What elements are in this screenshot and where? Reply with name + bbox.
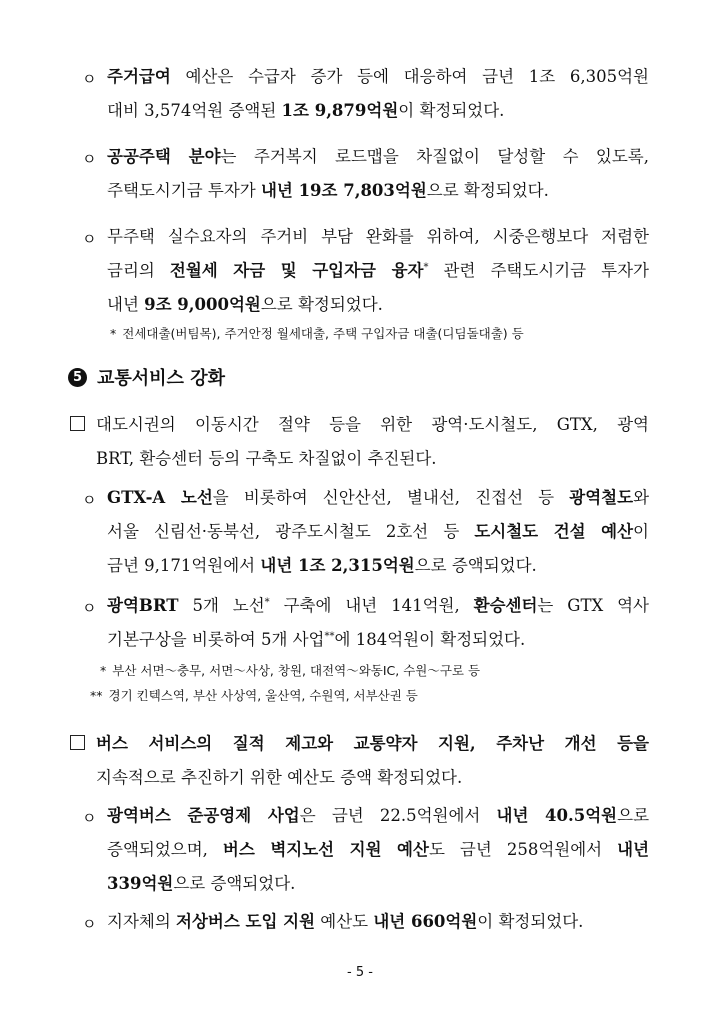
bullet-marker: ㅇ [82,809,97,827]
bold-text: 버스 벽지노선 지원 예산 [222,840,429,859]
text-run: 기본구상을 비롯하여 5개 사업 [107,630,325,649]
footnote-mark: ** [90,688,103,703]
footnote-text: 부산 서면～충무, 서면～사상, 창원, 대전역～와동IC, 수원～구로 등 [112,663,481,678]
text-run: 내년 [107,295,145,314]
text-run: 5개 노선 [178,596,265,615]
text-line [107,833,649,867]
text-run: 지속적으로 추진하기 위한 예산도 증액 확정되었다. [96,768,463,787]
bold-text: 광역BRT [107,596,179,615]
footnote-text: 전세대출(버팀목), 주거안정 월세대출, 주택 구입자금 대출(디딤돌대출) 등 [122,326,524,341]
text-run: 이 확정되었다. [477,912,584,931]
text-line [107,60,649,94]
footnote-text: 경기 킨텍스역, 부산 사상역, 울산역, 수원역, 서부산권 등 [108,688,418,703]
bold-text: 주거급여 [107,67,171,86]
text-line [107,867,649,901]
bold-text: 광역버스 준공영제 사업 [107,806,300,825]
text-line [96,408,649,442]
section-box-marker [70,416,85,431]
bold-text: 공공주택 분야 [107,147,221,166]
text-run: 으로 [617,806,650,825]
paragraph-public-housing [107,140,649,208]
paragraph-loans [107,220,649,322]
text-run: 을 비롯하여 신안산선, 별내선, 진접선 등 [212,488,570,507]
text-line [107,174,649,208]
paragraph-rail [107,481,649,583]
text-run: 구축에 내년 141억원, [269,596,474,615]
paragraph-brt [107,589,649,657]
text-line [96,727,649,761]
bullet-marker: ㅇ [82,491,97,509]
text-run: 지자체의 [107,912,177,931]
page-number: - 5 - [347,965,373,980]
text-run: 은 금년 22.5억원에서 [299,806,497,825]
footnote-mark: * [110,326,117,341]
bold-text: 전월세 자금 및 구입자금 융자 [169,261,424,280]
bold-text: 환승센터 [473,596,538,615]
footnote-brt [100,661,480,679]
text-run: 는 주거복지 로드맵을 차질없이 달성할 수 있도록, [220,147,649,166]
bold-text: 도시철도 건설 예산 [474,522,634,541]
text-run: 으로 확정되었다. [426,181,549,200]
bullet-marker: ㅇ [82,915,97,933]
bullet-marker: ㅇ [82,230,97,248]
text-run: 관련 주택도시기금 투자가 [428,261,649,280]
text-run: 예산은 수급자 증가 등에 대응하여 금년 1조 6,305억원 [170,67,649,86]
text-line [107,481,649,515]
text-run: 대비 3,574억원 증액된 [107,101,282,120]
text-line [107,549,649,583]
footnote-transfer [90,686,418,704]
text-run: 서울 신림선·동북선, 광주도시철도 2호선 등 [107,522,475,541]
text-line [107,515,649,549]
text-run: 증액되었으며, [107,840,223,859]
text-run: 와 [633,488,650,507]
bold-text: 버스 서비스의 질적 제고와 교통약자 지원, 주차난 개선 등을 [96,734,649,753]
bullet-marker: ㅇ [82,150,97,168]
text-line [107,589,649,623]
text-run: 으로 증액되었다. [414,556,537,575]
text-run: 무주택 실수요자의 주거비 부담 완화를 위하여, 시중은행보다 저렴한 [107,227,649,246]
paragraph-low-floor-bus [107,905,649,939]
bullet-marker: ㅇ [82,70,97,88]
text-line [107,905,649,939]
paragraph-bus-intro [96,727,649,795]
text-line [107,254,649,288]
section-title: 교통서비스 강화 [97,368,225,389]
text-line [107,140,649,174]
text-run: 금리의 [107,261,170,280]
bold-text: GTX-A 노선 [107,488,213,507]
text-run: 이 확정되었다. [398,101,505,120]
bold-text: 내년 660억원 [373,912,478,931]
text-run: 에 184억원이 확정되었다. [334,630,526,649]
bold-text: 광역철도 [569,488,634,507]
text-run: 대도시권의 이동시간 절약 등을 위한 광역·도시철도, GTX, 광역 [96,415,649,434]
text-line [107,623,649,657]
bullet-marker: ㅇ [82,599,97,617]
bold-text: 9조 9,000억원 [144,295,261,314]
text-run: 으로 확정되었다. [260,295,383,314]
bold-text: 내년 1조 2,315억원 [260,556,415,575]
footnote-ref: ** [324,631,335,642]
text-line [107,799,649,833]
text-run: 금년 9,171억원에서 [107,556,261,575]
section-number: 5 [68,368,87,387]
section-heading [68,364,225,390]
bold-text: 저상버스 도입 지원 [176,912,316,931]
bold-text: 내년 19조 7,803억원 [260,181,427,200]
text-line [107,94,649,128]
paragraph-housing-benefit [107,60,649,128]
text-run: 도 금년 258억원에서 [428,840,618,859]
bold-text: 내년 40.5억원 [496,806,618,825]
section-box-marker [70,735,85,750]
text-run: 주택도시기금 투자가 [107,181,261,200]
text-line [107,288,649,322]
paragraph-bus-subsidy [107,799,649,901]
text-line [96,761,649,795]
text-run: 으로 증액되었다. [173,874,296,893]
bold-text: 내년 [617,840,650,859]
text-run: 예산도 [315,912,374,931]
footnote-loans [110,324,524,342]
bold-text: 339억원 [107,874,174,893]
text-run: 이 [633,522,649,541]
footnote-mark: * [100,663,107,678]
footnote-ref: * [423,262,429,273]
text-run: BRT, 환승센터 등의 구축도 차질없이 추진된다. [96,449,437,468]
footnote-ref: * [264,597,270,608]
paragraph-transport-intro [96,408,649,476]
text-line [96,442,649,476]
text-line [107,220,649,254]
bold-text: 1조 9,879억원 [281,101,399,120]
text-run: 는 GTX 역사 [537,596,649,615]
